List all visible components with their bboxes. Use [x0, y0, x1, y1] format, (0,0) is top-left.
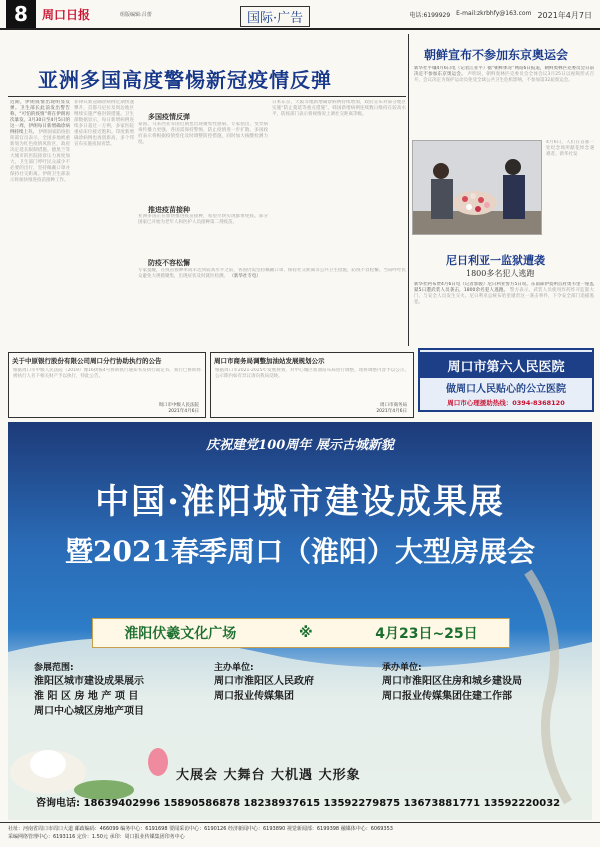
masthead-right — [409, 10, 592, 21]
page-number: 8 — [6, 0, 36, 28]
notice2-date: 2021年4月6日 — [376, 409, 407, 414]
scope-item: 淮 阳 区 房 地 产 项 目 — [34, 691, 139, 702]
phone-numbers: 18639402996 15890586878 18238937615 13592279875 13673881771 13592220032 — [83, 798, 561, 809]
article3-body: 新华社阿布贾4月6日电（记者郭骏）尼日利亚警方5日说，东南部伊莫州首府奥韦里一座监狱5日遭武装人员袭击，1800余名犯人逃跑。 警方表示，武装人员使用炸药炸开监狱大门，与安全人员发生交火。尼日利亚总统布哈里谴责这一袭击事件，下令安全部门追捕逃犯。 — [414, 282, 594, 305]
host-item: 周口报业传媒集团 — [214, 691, 294, 702]
article-credit: （新华社专电） — [229, 274, 261, 279]
organizer-label: 承办单位: — [382, 663, 422, 673]
notice1-title: 关于中原银行股份有限公司周口分行协助执行的公告 — [12, 357, 162, 365]
article2-body: 新华社平壤4月6日电（记者江亚平）据“朝鲜体育”网站6日报道，朝鲜奥林匹克委员会日前决定不参加东京奥运会。 声明说，朝鲜奥林匹克委员会全体会议3月25日以视频形式召开，会议决定为保护运动员免受全球公共卫生危机影响，不参加第32届奥运会。 — [414, 66, 594, 83]
ad-tagline: 庆祝建党100周年 展示古城新貌 — [206, 438, 394, 453]
page-footer — [0, 822, 600, 847]
ad-title-line1: 中国·淮阳城市建设成果展 — [95, 482, 505, 522]
venue-name: 淮阳伏羲文化广场 — [124, 626, 237, 642]
phone-info: 电话:6199929 — [409, 12, 451, 19]
subhead-3: 防疫不容松懈 — [148, 259, 190, 267]
article-column-4: 亚洲多国正在加快推进疫苗接种，希望尽快实现群体免疫。部分国家已开始为老年人和医护人员接种第二剂疫苗。 — [138, 214, 268, 225]
ad-title-line2: 暨2021春季周口（淮阳）大型房展会 — [65, 535, 535, 568]
venue-banner — [92, 618, 510, 648]
notice2-signature: 周口市商务局 — [380, 403, 407, 408]
news-photo — [412, 140, 542, 235]
editor-info: 组版编辑:吕蕾 — [120, 11, 152, 18]
article3-title: 尼日利亚一监狱遭袭 — [446, 254, 545, 267]
article-column-6: 日本东京、大阪等地新增确诊病例持续增加，政府宣布对部分地区实施“防止蔓延等重点措施”。韩国新增病例连续数日维持在较高水平，防疫部门表示将视情况上调社交距离等级。 — [272, 100, 406, 117]
email-info: E-mail:zkrbhfy@163.com — [456, 10, 532, 17]
hospital-slogan: 做周口人民贴心的公立医院 — [446, 384, 566, 395]
venue-separator: ※ — [298, 625, 313, 641]
paper-logo: 周口日报 — [42, 7, 91, 22]
footer-line1: 社址：河南省周口市周口大道 邮政编码：466099 编务中心：6191698 要闻采访中心：6190126 经济新闻中心：6193890 视觉新闻部：6199398 融媒体中心：6069353 — [8, 826, 393, 832]
article-column-1: 近期，伊朗疫情出现明显反弹。卫生部长此前发出警告称，“可怕的疫情”将在伊朗再次暴发。3月30日至4月5日的这一周，伊朗每日新增确诊病例持续上升。 伊朗国家防疫指挥部官员表示，全国多地被重新划为红色疫情风险区，政府决定延长限制措施。德黑兰等大城市的医院接诊压力再度加大，卫生部门呼吁民众减少不必要的出行，坚持佩戴口罩并保持社交距离。伊朗卫生部表示将加快推进疫苗接种工作。 — [10, 100, 70, 183]
host-label: 主办单位: — [214, 663, 254, 673]
hospital-hotline: 周口市心理援助热线：0394-8368120 — [447, 399, 565, 407]
article2-text: 新华社平壤4月6日电（记者江亚平）据“朝鲜体育”网站6日报道，朝鲜奥林匹克委员会日前决定不参加东京奥运会。 — [414, 66, 594, 77]
article2-title: 朝鲜宣布不参加东京奥运会 — [424, 48, 569, 62]
notice2-title: 周口市商务局调整加油站发展规划公示 — [214, 357, 325, 365]
article-column-2: 菲律宾新冠确诊病例近期快速攀升，首都马尼拉及周边地区继续实施严格封锁措施。卫生部数据显示，每日新增病例连续多日超过一万例，多家医院重症床位接近饱和。印度新增确诊病例也再创新高，多个邦宣布实施夜间宵禁。 — [74, 100, 134, 147]
notice-bank: 关于中原银行股份有限公司周口分行协助执行的公告 根据周口市中级人民法院（2019）豫16执恢4号协助执行通知书及执行裁定书，我行已协助将被执行人名下相关财产予以执行，特此公告。 周口市中级人民法院 2021年4月6日 — [8, 352, 206, 418]
ad-slogan: 大展会 大舞台 大机遇 大形象 — [176, 768, 361, 783]
article-column-3: 泰国、马来西亚等国近期也出现聚集性感染。专家指出，变异病毒传播力更强，各国需保持警惕，防止疫情进一步扩散。多国政府表示将根据疫情变化及时调整防控措施，同时加大核酸检测力度。 — [138, 122, 268, 145]
subhead-1: 多国疫情反弹 — [148, 113, 190, 121]
hospital-name: 周口市第六人民医院 — [418, 352, 594, 378]
main-headline: 亚洲多国高度警惕新冠疫情反弹 — [38, 68, 332, 92]
photo-caption: 4月6日，人们在首都一处纪念场所献花悼念遇难者。新华社发 — [546, 140, 594, 157]
subhead-2: 推进疫苗接种 — [148, 206, 190, 214]
article3-subtitle: 1800多名犯人逃跑 — [466, 269, 535, 278]
host-list — [214, 674, 314, 704]
pink-lotus-icon — [148, 748, 168, 776]
host-item: 周口市淮阳区人民政府 — [214, 676, 314, 687]
section-name: 国际·广告 — [240, 6, 310, 27]
issue-date: 2021年4月7日 — [537, 11, 592, 20]
organizer-item: 周口报业传媒集团住建工作部 — [382, 691, 512, 702]
phone-line — [36, 794, 560, 809]
article-column-5: 专家提醒，在疫苗接种率尚未达到较高水平之前，各国仍需坚持佩戴口罩、保持社交距离等公共卫生措施，防疫不容松懈。当局呼吁民众避免大规模聚集，出现症状及时就医检测。 （新华社专电） — [138, 268, 406, 279]
scope-item: 周口中心城区房地产项目 — [34, 706, 144, 717]
article-lead: 近期，伊朗疫情出现明显反弹。卫生部长此前发出警告称，“可怕的疫情”将在伊朗再次暴发。3月30日至4月5日的这一周，伊朗每日新增确诊病例持续上升。 — [10, 100, 70, 135]
scope-list — [34, 674, 144, 719]
scope-label: 参展范围: — [34, 663, 74, 673]
article3-text: 新华社阿布贾4月6日电（记者郭骏）尼日利亚警方5日说，东南部伊莫州首府奥韦里一座监狱5日遭武装人员袭击，1800余名犯人逃跑。 — [414, 282, 594, 293]
notice1-signature: 周口市中级人民法院 — [158, 403, 199, 408]
people-laying-flowers-photo — [413, 141, 542, 235]
organizer-item: 周口市淮阳区住房和城乡建设局 — [382, 676, 522, 687]
expo-dates: 4月23日~25日 — [375, 626, 478, 642]
notice1-date: 2021年4月6日 — [168, 409, 199, 414]
phone-label: 咨询电话: — [36, 798, 80, 809]
scope-item: 淮阳区城市建设成果展示 — [34, 676, 144, 687]
organizer-list — [382, 674, 522, 704]
footer-line2: 采编网络管理中心：6193116 定价：1.50元 承印：周口报业传媒集团印务中心 — [8, 834, 185, 840]
notice-commerce: 周口市商务局调整加油站发展规划公示 根据周口市2021-2025年发展规划，对中心城区加油站布局进行调整，现将调整内容予以公示，公示期内如有异议请向我局反映。 周口市商务局 2021年4月6日 — [210, 352, 414, 418]
